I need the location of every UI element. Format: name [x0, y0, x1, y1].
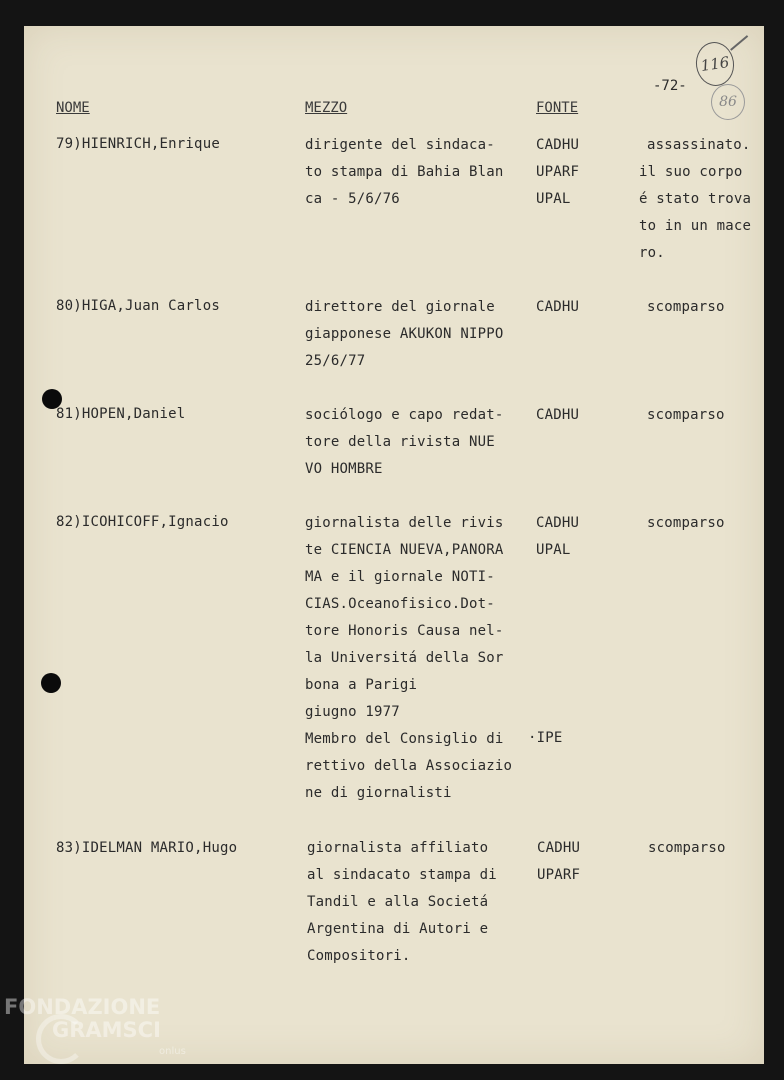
mezzo-line: giugno 1977	[305, 704, 400, 720]
fonte-line: CADHU	[536, 299, 580, 315]
mezzo-line: tore Honoris Causa nel-	[305, 623, 504, 639]
watermark-line-2: GRAMSCI	[52, 1018, 161, 1042]
entry-fonte-79	[536, 132, 579, 213]
mezzo-line: VO HOMBRE	[305, 461, 383, 477]
archive-stamp-secondary: 86	[711, 84, 745, 120]
entry-fonte-81	[536, 402, 579, 429]
esito-line: il suo corpo	[639, 164, 743, 180]
entry-name-81: 81)HOPEN,Daniel	[56, 406, 186, 422]
archive-watermark	[4, 996, 186, 1063]
punch-hole-upper	[42, 389, 62, 409]
mezzo-line: Tandil e alla Societá	[307, 894, 489, 910]
mezzo-line: la Universitá della Sor	[305, 650, 504, 666]
mezzo-line: dirigente del sindaca-	[305, 137, 495, 153]
esito-line: scomparso	[647, 515, 725, 531]
entry-name-79: 79)HIENRICH,Enrique	[56, 136, 220, 152]
mezzo-line: ne di giornalisti	[305, 785, 452, 801]
entry-esito-79	[639, 132, 751, 267]
header-fonte: FONTE	[536, 100, 579, 116]
entry-mezzo-82	[305, 510, 512, 807]
punch-hole-lower	[41, 673, 61, 693]
fonte-line: UPAL	[536, 191, 571, 207]
header-mezzo: MEZZO	[305, 100, 348, 116]
watermark-g-emblem	[36, 1014, 86, 1064]
esito-line: ro.	[639, 245, 665, 261]
page-number: -72-	[653, 78, 687, 94]
entry-mezzo-83	[307, 835, 497, 970]
mezzo-line: to stampa di Bahia Blan	[305, 164, 504, 180]
fonte-line: UPARF	[537, 867, 581, 883]
entry-fonte-82-extra: ·IPE	[528, 730, 563, 746]
fonte-line: UPARF	[536, 164, 580, 180]
mezzo-line: sociólogo e capo redat-	[305, 407, 504, 423]
mezzo-line: Membro del Consiglio di	[305, 731, 504, 747]
mezzo-line: 25/6/77	[305, 353, 366, 369]
esito-line: scomparso	[647, 299, 725, 315]
esito-line: to in un mace	[639, 218, 752, 234]
mezzo-line: direttore del giornale	[305, 299, 495, 315]
mezzo-line: Argentina di Autori e	[307, 921, 489, 937]
entry-esito-81	[647, 402, 725, 429]
fonte-line: CADHU	[536, 137, 580, 153]
esito-line: assassinato.	[647, 137, 751, 153]
entry-name-82: 82)ICOHICOFF,Ignacio	[56, 514, 229, 530]
entry-esito-82	[647, 510, 725, 537]
entry-name-83: 83)IDELMAN MARIO,Hugo	[56, 840, 238, 856]
esito-line: é stato trova	[639, 191, 752, 207]
entry-fonte-83	[537, 835, 580, 889]
archive-stamp-primary: 116	[693, 40, 737, 89]
mezzo-line: giornalista delle rivis	[305, 515, 504, 531]
fonte-line: CADHU	[537, 840, 581, 856]
mezzo-line: ca - 5/6/76	[305, 191, 400, 207]
watermark-line-3: onlus	[159, 1046, 186, 1057]
entry-mezzo-80	[305, 294, 503, 375]
entry-mezzo-79	[305, 132, 503, 213]
mezzo-line: Compositori.	[307, 948, 411, 964]
entry-esito-83	[648, 835, 726, 862]
entry-fonte-80	[536, 294, 579, 321]
header-nome: NOME	[56, 100, 90, 116]
watermark-line-1: FONDAZIONE	[4, 995, 161, 1019]
mezzo-line: te CIENCIA NUEVA,PANORA	[305, 542, 504, 558]
esito-line: scomparso	[647, 407, 725, 423]
entry-mezzo-81	[305, 402, 503, 483]
mezzo-line: giapponese AKUKON NIPPO	[305, 326, 504, 342]
fonte-line: UPAL	[536, 542, 571, 558]
mezzo-line: rettivo della Associazio	[305, 758, 513, 774]
mezzo-line: bona a Parigi	[305, 677, 418, 693]
esito-line: scomparso	[648, 840, 726, 856]
mezzo-line: tore della rivista NUE	[305, 434, 495, 450]
mezzo-line: al sindacato stampa di	[307, 867, 497, 883]
fonte-line: CADHU	[536, 407, 580, 423]
mezzo-line: CIAS.Oceanofisico.Dot-	[305, 596, 495, 612]
entry-fonte-82	[536, 510, 579, 564]
mezzo-line: MA e il giornale NOTI-	[305, 569, 495, 585]
mezzo-line: giornalista affiliato	[307, 840, 489, 856]
fonte-line: CADHU	[536, 515, 580, 531]
entry-esito-80	[647, 294, 725, 321]
entry-name-80: 80)HIGA,Juan Carlos	[56, 298, 220, 314]
